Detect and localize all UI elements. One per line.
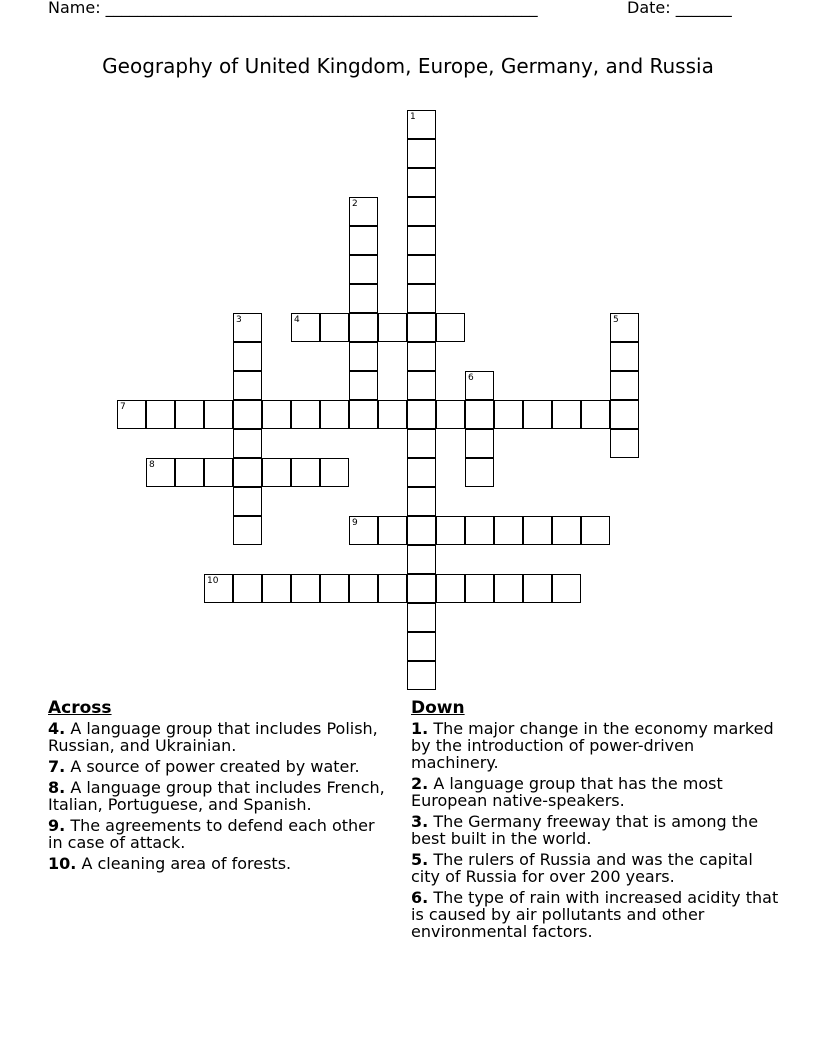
grid-cell[interactable] <box>465 371 494 400</box>
grid-cell[interactable] <box>146 400 175 429</box>
grid-cell[interactable] <box>204 458 233 487</box>
grid-cell[interactable] <box>349 574 378 603</box>
clue-across-9 <box>48 817 388 851</box>
grid-cell[interactable] <box>349 284 378 313</box>
grid-cell[interactable] <box>262 574 291 603</box>
grid-cell[interactable] <box>349 313 378 342</box>
grid-cell[interactable] <box>407 487 436 516</box>
grid-cell[interactable] <box>407 284 436 313</box>
grid-cell[interactable] <box>465 429 494 458</box>
grid-cell[interactable] <box>407 632 436 661</box>
grid-cell[interactable] <box>349 226 378 255</box>
grid-cell[interactable] <box>233 487 262 516</box>
grid-cell[interactable] <box>552 574 581 603</box>
grid-cell[interactable] <box>233 458 262 487</box>
clue-down-6 <box>411 889 781 940</box>
across-clues <box>48 700 388 876</box>
clue-text: A language group that includes Polish, Russian, and Ukrainian. <box>48 719 378 755</box>
grid-cell[interactable] <box>175 400 204 429</box>
grid-cell[interactable] <box>291 313 320 342</box>
grid-cell[interactable] <box>349 197 378 226</box>
grid-cell[interactable] <box>320 313 349 342</box>
grid-cell[interactable] <box>378 516 407 545</box>
grid-cell[interactable] <box>291 574 320 603</box>
grid-cell[interactable] <box>233 574 262 603</box>
grid-cell[interactable] <box>407 400 436 429</box>
grid-cell[interactable] <box>407 139 436 168</box>
grid-cell[interactable] <box>407 342 436 371</box>
grid-cell[interactable] <box>494 516 523 545</box>
grid-cell[interactable] <box>552 516 581 545</box>
grid-cell[interactable] <box>175 458 204 487</box>
clue-number: 4. <box>48 719 66 738</box>
cell-number: 2 <box>352 199 358 209</box>
grid-cell[interactable] <box>407 603 436 632</box>
clue-text: The type of rain with increased acidity that is caused by air pollutants and other environmental factors. <box>411 888 779 941</box>
grid-cell[interactable] <box>204 574 233 603</box>
grid-cell[interactable] <box>233 371 262 400</box>
cell-number: 7 <box>120 402 126 412</box>
cell-number: 10 <box>207 576 219 586</box>
grid-cell[interactable] <box>494 400 523 429</box>
cell-number: 8 <box>149 460 155 470</box>
grid-cell[interactable] <box>407 661 436 690</box>
cell-number: 1 <box>410 112 416 122</box>
clue-number: 7. <box>48 757 66 776</box>
grid-cell[interactable] <box>436 574 465 603</box>
grid-cell[interactable] <box>262 400 291 429</box>
grid-cell[interactable] <box>494 574 523 603</box>
down-heading: Down <box>411 698 465 718</box>
grid-cell[interactable] <box>407 371 436 400</box>
grid-cell[interactable] <box>233 516 262 545</box>
clue-across-10 <box>48 855 388 872</box>
grid-cell[interactable] <box>407 168 436 197</box>
grid-cell[interactable] <box>320 574 349 603</box>
grid-cell[interactable] <box>610 313 639 342</box>
clue-down-1 <box>411 720 781 771</box>
grid-cell[interactable] <box>233 342 262 371</box>
cell-number: 9 <box>352 518 358 528</box>
grid-cell[interactable] <box>349 342 378 371</box>
grid-cell[interactable] <box>407 458 436 487</box>
grid-cell[interactable] <box>581 516 610 545</box>
clue-text: The agreements to defend each other in case of attack. <box>48 816 375 852</box>
across-heading: Across <box>48 698 112 718</box>
grid-cell[interactable] <box>465 516 494 545</box>
clue-text: The major change in the economy marked by the introduction of power-driven machinery. <box>411 719 774 772</box>
grid-cell[interactable] <box>349 371 378 400</box>
grid-cell[interactable] <box>378 400 407 429</box>
cell-number: 6 <box>468 373 474 383</box>
clue-number: 3. <box>411 812 429 831</box>
grid-cell[interactable] <box>610 429 639 458</box>
grid-cell[interactable] <box>407 516 436 545</box>
grid-cell[interactable] <box>610 371 639 400</box>
grid-cell[interactable] <box>523 574 552 603</box>
clue-number: 8. <box>48 778 66 797</box>
clue-across-4 <box>48 720 388 754</box>
clue-number: 6. <box>411 888 429 907</box>
clue-text: A cleaning area of forests. <box>81 854 292 873</box>
grid-cell[interactable] <box>204 400 233 429</box>
grid-cell[interactable] <box>320 458 349 487</box>
date-line[interactable]: Date: _______ <box>627 0 732 17</box>
grid-cell[interactable] <box>349 255 378 284</box>
clue-number: 9. <box>48 816 66 835</box>
grid-cell[interactable] <box>436 516 465 545</box>
grid-cell[interactable] <box>465 458 494 487</box>
grid-cell[interactable] <box>146 458 175 487</box>
clue-down-5 <box>411 851 781 885</box>
clue-number: 10. <box>48 854 77 873</box>
grid-cell[interactable] <box>407 197 436 226</box>
clue-text: A language group that includes French, Italian, Portuguese, and Spanish. <box>48 778 385 814</box>
grid-cell[interactable] <box>378 574 407 603</box>
clue-down-2 <box>411 775 781 809</box>
clue-text: A language group that has the most European native-speakers. <box>411 774 723 810</box>
grid-cell[interactable] <box>320 400 349 429</box>
clue-text: A source of power created by water. <box>70 757 360 776</box>
grid-cell[interactable] <box>233 400 262 429</box>
clue-text: The Germany freeway that is among the best built in the world. <box>411 812 759 848</box>
down-clues <box>411 700 781 944</box>
grid-cell[interactable] <box>349 400 378 429</box>
grid-cell[interactable] <box>407 226 436 255</box>
clue-number: 1. <box>411 719 429 738</box>
grid-cell[interactable] <box>349 516 378 545</box>
grid-cell[interactable] <box>581 400 610 429</box>
page-title: Geography of United Kingdom, Europe, Germany, and Russia <box>102 54 714 78</box>
clue-across-8 <box>48 779 388 813</box>
clue-number: 2. <box>411 774 429 793</box>
grid-cell[interactable] <box>291 400 320 429</box>
grid-cell[interactable] <box>407 429 436 458</box>
clue-across-7 <box>48 758 388 775</box>
grid-cell[interactable] <box>436 400 465 429</box>
grid-cell[interactable] <box>407 574 436 603</box>
grid-cell[interactable] <box>436 313 465 342</box>
grid-cell[interactable] <box>610 400 639 429</box>
cell-number: 5 <box>613 315 619 325</box>
grid-cell[interactable] <box>233 313 262 342</box>
grid-cell[interactable] <box>610 342 639 371</box>
grid-cell[interactable] <box>262 458 291 487</box>
clue-down-3 <box>411 813 781 847</box>
grid-cell[interactable] <box>117 400 146 429</box>
grid-cell[interactable] <box>465 574 494 603</box>
grid-cell[interactable] <box>407 110 436 139</box>
grid-cell[interactable] <box>523 516 552 545</box>
grid-cell[interactable] <box>552 400 581 429</box>
grid-cell[interactable] <box>407 545 436 574</box>
name-line[interactable]: Name: ______________________________________________________ <box>48 0 538 17</box>
clue-text: The rulers of Russia and was the capital city of Russia for over 200 years. <box>411 850 753 886</box>
cell-number: 3 <box>236 315 242 325</box>
grid-cell[interactable] <box>523 400 552 429</box>
grid-cell[interactable] <box>291 458 320 487</box>
grid-cell[interactable] <box>407 255 436 284</box>
clue-number: 5. <box>411 850 429 869</box>
cell-number: 4 <box>294 315 300 325</box>
grid-cell[interactable] <box>233 429 262 458</box>
grid-cell[interactable] <box>378 313 407 342</box>
grid-cell[interactable] <box>407 313 436 342</box>
grid-cell[interactable] <box>465 400 494 429</box>
